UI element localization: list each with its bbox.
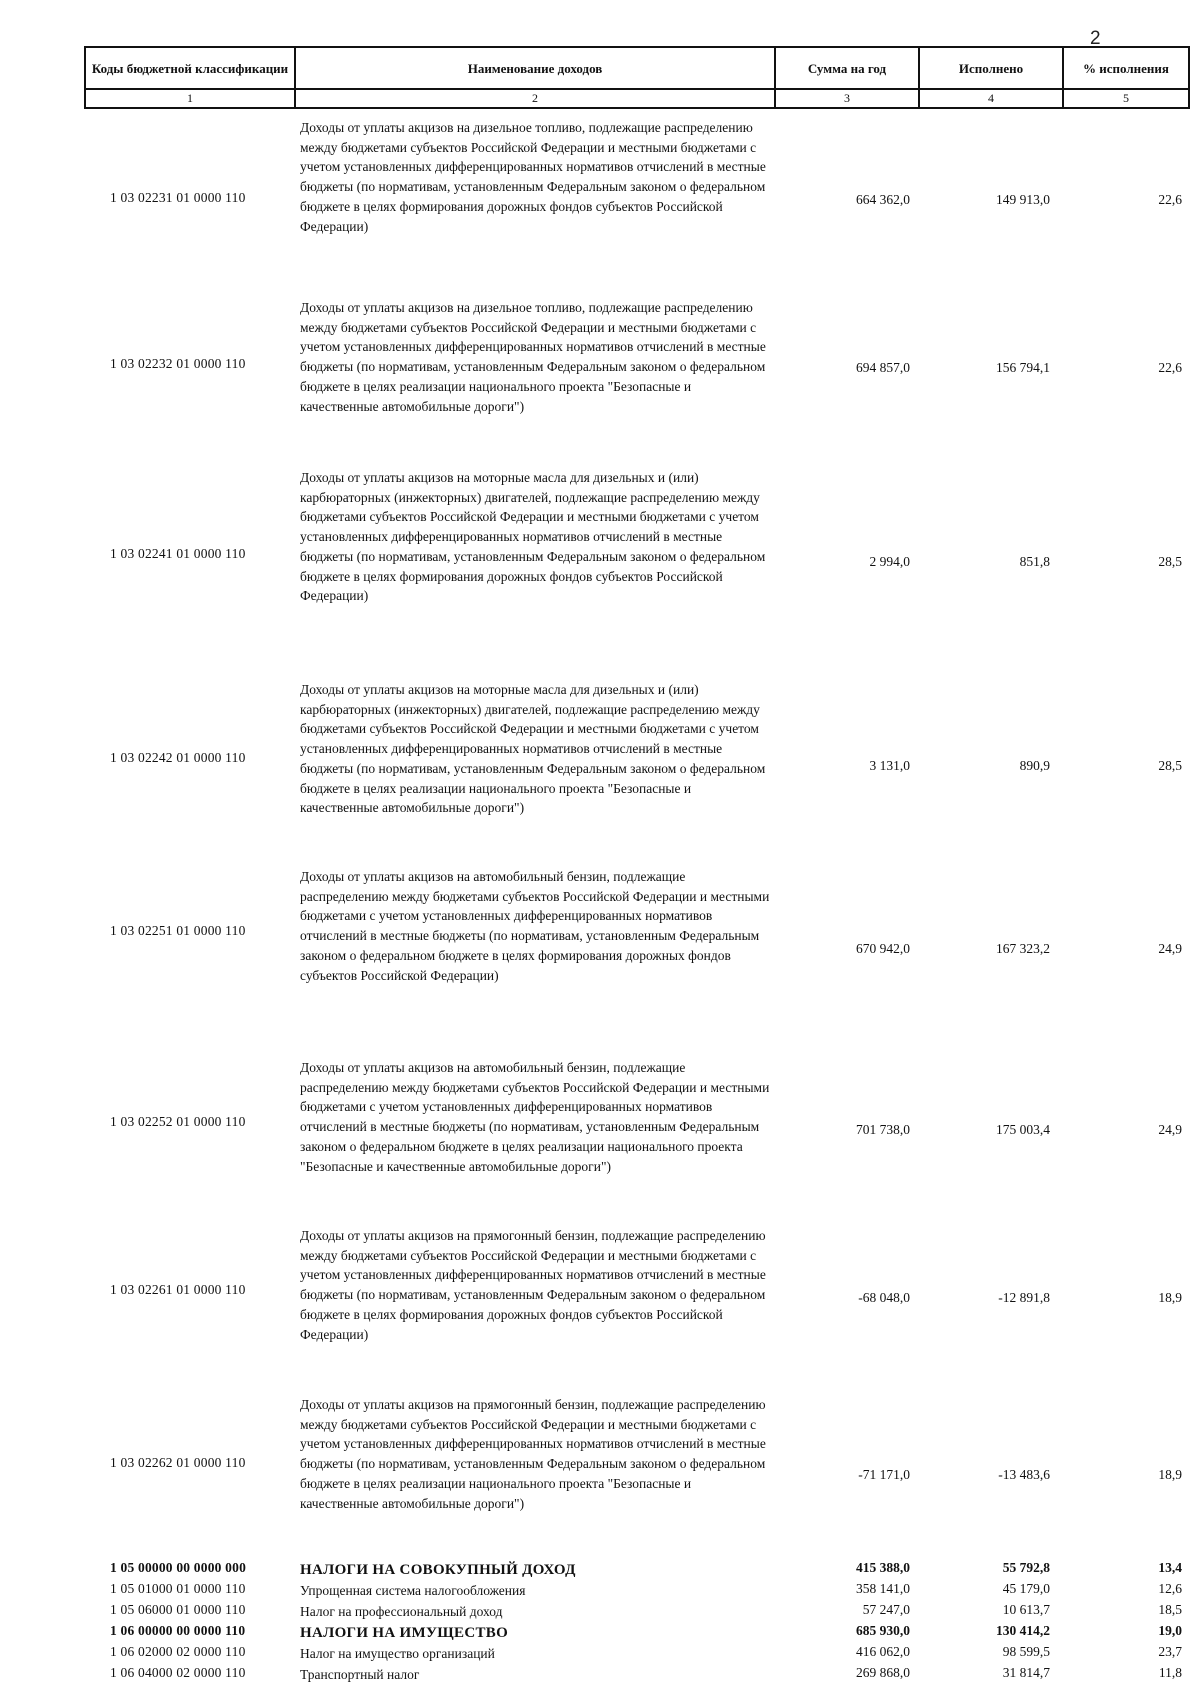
annual-sum: 2 994,0 (869, 554, 910, 569)
page-number: 2 (1090, 28, 1101, 49)
header-col-number: 3 (775, 89, 919, 108)
executed-sum: 55 792,8 (1002, 1560, 1050, 1575)
executed-sum: 98 599,5 (1002, 1644, 1050, 1659)
executed-sum: 175 003,4 (996, 1122, 1050, 1137)
income-name: Доходы от уплаты акцизов на прямогонный бензин, подлежащие распределению между бюджетами субъектов Российской Федерации и местными бюджетами с учетом установленных дифференцированных нормативов отчислений в местные бюджеты (по нормативам, установленным Федеральным законом о федеральном бюджете в целях формирования дорожных фондов субъектов Российской Федерации) (300, 1228, 766, 1342)
budget-code: 1 06 00000 00 0000 110 (110, 1623, 246, 1638)
percent-executed: 19,0 (1158, 1623, 1182, 1638)
executed-sum: -12 891,8 (998, 1290, 1050, 1305)
budget-code: 1 03 02262 01 0000 110 (110, 1455, 246, 1470)
header-col-number: 2 (295, 89, 775, 108)
executed-sum: 156 794,1 (996, 360, 1050, 375)
header-col-number: 5 (1063, 89, 1189, 108)
executed-sum: 130 414,2 (996, 1623, 1050, 1638)
income-name: Налог на профессиональный доход (300, 1604, 503, 1619)
income-name: Доходы от уплаты акцизов на автомобильный бензин, подлежащие распределению между бюджетами субъектов Российской Федерации и местными бюджетами с учетом установленных дифференцированных нормативов отчислений в местные бюджеты (по нормативам, установленным Федеральным законом о федеральном бюджете в целях реализации национального проекта "Безопасные и качественные автомобильные дороги") (300, 1060, 770, 1174)
annual-sum: -71 171,0 (858, 1467, 910, 1482)
percent-executed: 22,6 (1158, 192, 1182, 207)
table-row (0, 1644, 1200, 1664)
percent-executed: 24,9 (1158, 1122, 1182, 1137)
header-executed: Исполнено (919, 47, 1063, 89)
table-row-section-total (0, 1623, 1200, 1643)
table-row-section-total (0, 1560, 1200, 1580)
executed-sum: 149 913,0 (996, 192, 1050, 207)
header-budget-codes: Коды бюджетной классификации (85, 47, 295, 89)
percent-executed: 13,4 (1158, 1560, 1182, 1575)
percent-executed: 28,5 (1158, 554, 1182, 569)
budget-code: 1 06 04000 02 0000 110 (110, 1665, 246, 1680)
header-annual-sum: Сумма на год (775, 47, 919, 89)
income-name: Доходы от уплаты акцизов на автомобильный бензин, подлежащие распределению между бюджетами субъектов Российской Федерации и местными бюджетами с учетом установленных дифференцированных нормативов отчислений в местные бюджеты (по нормативам, установленным Федеральным законом о федеральном бюджете в целях формирования дорожных фондов субъектов Российской Федерации) (300, 869, 770, 983)
annual-sum: 3 131,0 (869, 758, 910, 773)
percent-executed: 23,7 (1158, 1644, 1182, 1659)
executed-sum: 45 179,0 (1002, 1581, 1050, 1596)
percent-executed: 11,8 (1158, 1665, 1182, 1680)
annual-sum: 685 930,0 (856, 1623, 910, 1638)
annual-sum: 701 738,0 (856, 1122, 910, 1137)
income-name: НАЛОГИ НА СОВОКУПНЫЙ ДОХОД (300, 1562, 576, 1578)
table-row (0, 1581, 1200, 1601)
percent-executed: 22,6 (1158, 360, 1182, 375)
budget-code: 1 03 02231 01 0000 110 (110, 190, 246, 205)
budget-code: 1 06 02000 02 0000 110 (110, 1644, 246, 1659)
annual-sum: 670 942,0 (856, 941, 910, 956)
income-name: Транспортный налог (300, 1667, 420, 1682)
percent-executed: 28,5 (1158, 758, 1182, 773)
table-row (0, 1602, 1200, 1622)
budget-code: 1 03 02261 01 0000 110 (110, 1282, 246, 1297)
budget-code: 1 05 06000 01 0000 110 (110, 1602, 246, 1617)
budget-code: 1 03 02252 01 0000 110 (110, 1114, 246, 1129)
annual-sum: 57 247,0 (862, 1602, 910, 1617)
percent-executed: 18,9 (1158, 1467, 1182, 1482)
table-header (84, 46, 1190, 109)
income-name: Доходы от уплаты акцизов на моторные масла для дизельных и (или) карбюраторных (инжекторных) двигателей, подлежащие распределению между бюджетами субъектов Российской Федерации и местными бюджетами с учетом установленных дифференцированных нормативов отчислений в местные бюджеты (по нормативам, установленным Федеральным законом о федеральном бюджете в целях формирования дорожных фондов субъектов Российской Федерации) (300, 470, 766, 604)
percent-executed: 18,5 (1158, 1602, 1182, 1617)
income-name: Налог на имущество организаций (300, 1646, 495, 1661)
executed-sum: -13 483,6 (998, 1467, 1050, 1482)
table-row (0, 1665, 1200, 1685)
header-income-name: Наименование доходов (295, 47, 775, 89)
annual-sum: 415 388,0 (856, 1560, 910, 1575)
annual-sum: 416 062,0 (856, 1644, 910, 1659)
income-name: Доходы от уплаты акцизов на дизельное топливо, подлежащие распределению между бюджетами субъектов Российской Федерации и местными бюджетами с учетом установленных дифференцированных нормативов отчислений в местные бюджеты (по нормативам, установленным Федеральным законом о федеральном бюджете в целях формирования дорожных фондов субъектов Российской Федерации) (300, 120, 766, 234)
budget-code: 1 05 01000 01 0000 110 (110, 1581, 246, 1596)
annual-sum: -68 048,0 (858, 1290, 910, 1305)
header-percent-executed: % исполнения (1063, 47, 1189, 89)
executed-sum: 167 323,2 (996, 941, 1050, 956)
annual-sum: 269 868,0 (856, 1665, 910, 1680)
income-name: Упрощенная система налогообложения (300, 1583, 526, 1598)
budget-code: 1 03 02232 01 0000 110 (110, 356, 246, 371)
executed-sum: 890,9 (1019, 758, 1050, 773)
income-name: НАЛОГИ НА ИМУЩЕСТВО (300, 1625, 509, 1641)
income-name: Доходы от уплаты акцизов на дизельное топливо, подлежащие распределению между бюджетами субъектов Российской Федерации и местными бюджетами с учетом установленных дифференцированных нормативов отчислений в местные бюджеты (по нормативам, установленным Федеральным законом о федеральном бюджете в целях реализации национального проекта "Безопасные и качественные автомобильные дороги") (300, 300, 766, 414)
budget-code: 1 03 02242 01 0000 110 (110, 750, 246, 765)
percent-executed: 18,9 (1158, 1290, 1182, 1305)
header-col-number: 4 (919, 89, 1063, 108)
budget-code: 1 05 00000 00 0000 000 (110, 1560, 247, 1575)
executed-sum: 851,8 (1019, 554, 1050, 569)
annual-sum: 358 141,0 (856, 1581, 910, 1596)
executed-sum: 10 613,7 (1002, 1602, 1050, 1617)
income-name: Доходы от уплаты акцизов на прямогонный бензин, подлежащие распределению между бюджетами субъектов Российской Федерации и местными бюджетами с учетом установленных дифференцированных нормативов отчислений в местные бюджеты (по нормативам, установленным Федеральным законом о федеральном бюджете в целях реализации национального проекта "Безопасные и качественные автомобильные дороги") (300, 1397, 766, 1511)
header-col-number: 1 (85, 89, 295, 108)
annual-sum: 694 857,0 (856, 360, 910, 375)
budget-code: 1 03 02251 01 0000 110 (110, 923, 246, 938)
percent-executed: 24,9 (1158, 941, 1182, 956)
budget-code: 1 03 02241 01 0000 110 (110, 546, 246, 561)
percent-executed: 12,6 (1158, 1581, 1182, 1596)
annual-sum: 664 362,0 (856, 192, 910, 207)
income-name: Доходы от уплаты акцизов на моторные масла для дизельных и (или) карбюраторных (инжекторных) двигателей, подлежащие распределению между бюджетами субъектов Российской Федерации и местными бюджетами с учетом установленных дифференцированных нормативов отчислений в местные бюджеты (по нормативам, установленным Федеральным законом о федеральном бюджете в целях реализации национального проекта "Безопасные и качественные автомобильные дороги") (300, 682, 766, 816)
executed-sum: 31 814,7 (1002, 1665, 1050, 1680)
